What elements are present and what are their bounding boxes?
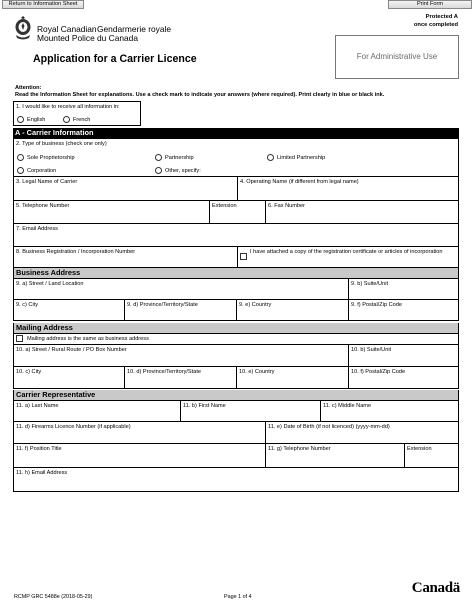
email-field[interactable]: 7. Email Address [16,225,58,232]
operating-name-field[interactable]: 4. Operating Name (if different from legal name) [240,178,359,185]
mailing-postal-field[interactable]: 10. f) Postal/Zip Code [351,368,406,375]
business-address-header: Business Address [13,268,459,279]
mailing-province-field[interactable]: 10. d) Province/Territory/State [125,367,237,388]
legal-name-field[interactable]: 3. Legal Name of Carrier [14,177,238,200]
rcmp-crest-icon [14,15,32,41]
rep-email-row [13,468,459,492]
language-question-label: 1. I would like to receive all information in: [16,104,120,110]
mailing-city-field[interactable]: 10. c) City [14,367,125,388]
protected-a-notice: Protected A once completed [413,14,458,28]
business-city-row [13,300,459,321]
business-street-field[interactable]: 9. a) Street / Land Location [14,279,349,299]
print-form-button[interactable]: Print Form [388,0,472,9]
rep-name-row [13,401,459,422]
business-type-row [13,139,459,177]
mailing-country-field[interactable]: 10. e) Country [237,367,349,388]
business-street-row [13,279,459,300]
rep-firearms-licence-field[interactable]: 11. d) Firearms Licence Number (if applicable) [14,422,266,443]
agency-name-french: Gendarmerie royale du Canada [97,24,172,43]
mailing-same-label: Mailing address is the same as business address [27,336,149,342]
other-specify-label: Other, specify: [165,168,201,174]
agency-name-english: Royal Canadian Mounted Police [37,24,97,43]
mailing-street-row [13,345,459,367]
corporation-radio[interactable] [17,167,24,174]
rep-email-field[interactable]: 11. h) Email Address [16,469,68,476]
french-radio[interactable] [63,116,70,123]
administrative-use-box: For Administrative Use [335,35,459,79]
phone-fax-row [13,201,459,224]
mailing-same-row [13,334,459,345]
sole-proprietorship-radio[interactable] [17,154,24,161]
section-a-header: A - Carrier Information [13,128,459,139]
rep-date-of-birth-field[interactable]: 11. e) Date of Birth (if not licenced) (yyyy-mm-dd) [268,423,390,430]
telephone-field[interactable]: 5. Telephone Number [14,201,210,223]
carrier-names-row [13,177,459,201]
language-question [13,101,141,126]
business-suite-field[interactable]: 9. b) Suite/Unit [351,280,388,287]
rep-position-title-field[interactable]: 11. f) Position Title [14,444,266,467]
sole-proprietorship-label: Sole Proprietorship [27,155,75,161]
other-radio[interactable] [155,167,162,174]
business-province-field[interactable]: 9. d) Province/Territory/State [125,300,237,320]
form-code: RCMP GRC 5488e (2018-05-29) [14,594,93,600]
email-row [13,224,459,247]
registration-number-field[interactable]: 8. Business Registration / Incorporation Number [14,247,238,267]
partnership-label: Partnership [165,155,194,161]
rep-telephone-field[interactable]: 11. g) Telephone Number [266,444,405,467]
certificate-attached-checkbox[interactable] [240,253,247,260]
extension-field[interactable]: Extension [210,201,266,223]
mailing-address-header: Mailing Address [13,323,459,334]
attention-heading: Attention: [15,85,42,91]
business-city-field[interactable]: 9. c) City [14,300,125,320]
limited-partnership-label: Limited Partnership [277,155,326,161]
mailing-same-checkbox[interactable] [16,335,23,342]
rep-licence-row [13,422,459,444]
page-number: Page 1 of 4 [224,594,252,600]
rep-position-row [13,444,459,468]
corporation-label: Corporation [27,168,57,174]
certificate-attached-label: I have attached a copy of the registration certificate or articles of incorporation [250,248,443,255]
english-label: English [27,117,46,123]
mailing-city-row [13,367,459,389]
canada-wordmark: Canadä [411,580,460,596]
carrier-representative-header: Carrier Representative [13,390,459,401]
business-country-field[interactable]: 9. e) Country [237,300,349,320]
registration-row [13,247,459,268]
french-label: French [73,117,91,123]
partnership-radio[interactable] [155,154,162,161]
mailing-suite-field[interactable]: 10. b) Suite/Unit [351,346,392,353]
rep-middle-name-field[interactable]: 11. c) Middle Name [323,402,372,409]
certificate-attached-cell [238,247,460,267]
mailing-street-field[interactable]: 10. a) Street / Rural Route / PO Box Number [14,345,349,366]
rep-extension-field[interactable]: Extension [407,445,432,452]
english-radio[interactable] [17,116,24,123]
business-postal-field[interactable]: 9. f) Postal/Zip Code [351,301,402,308]
fax-field[interactable]: 6. Fax Number [268,202,305,209]
business-type-label: 2. Type of business (check one only) [16,141,107,147]
limited-partnership-radio[interactable] [267,154,274,161]
rep-last-name-field[interactable]: 11. a) Last Name [14,401,181,421]
rep-first-name-field[interactable]: 11. b) First Name [181,401,321,421]
page-title: Application for a Carrier Licence [33,53,197,65]
return-to-information-sheet-button[interactable]: Return to Information Sheet [2,0,84,9]
attention-text: Read the Information Sheet for explanations. Use a check mark to indicate your answers (where required). Print clearly in blue or black ink. [15,92,385,98]
